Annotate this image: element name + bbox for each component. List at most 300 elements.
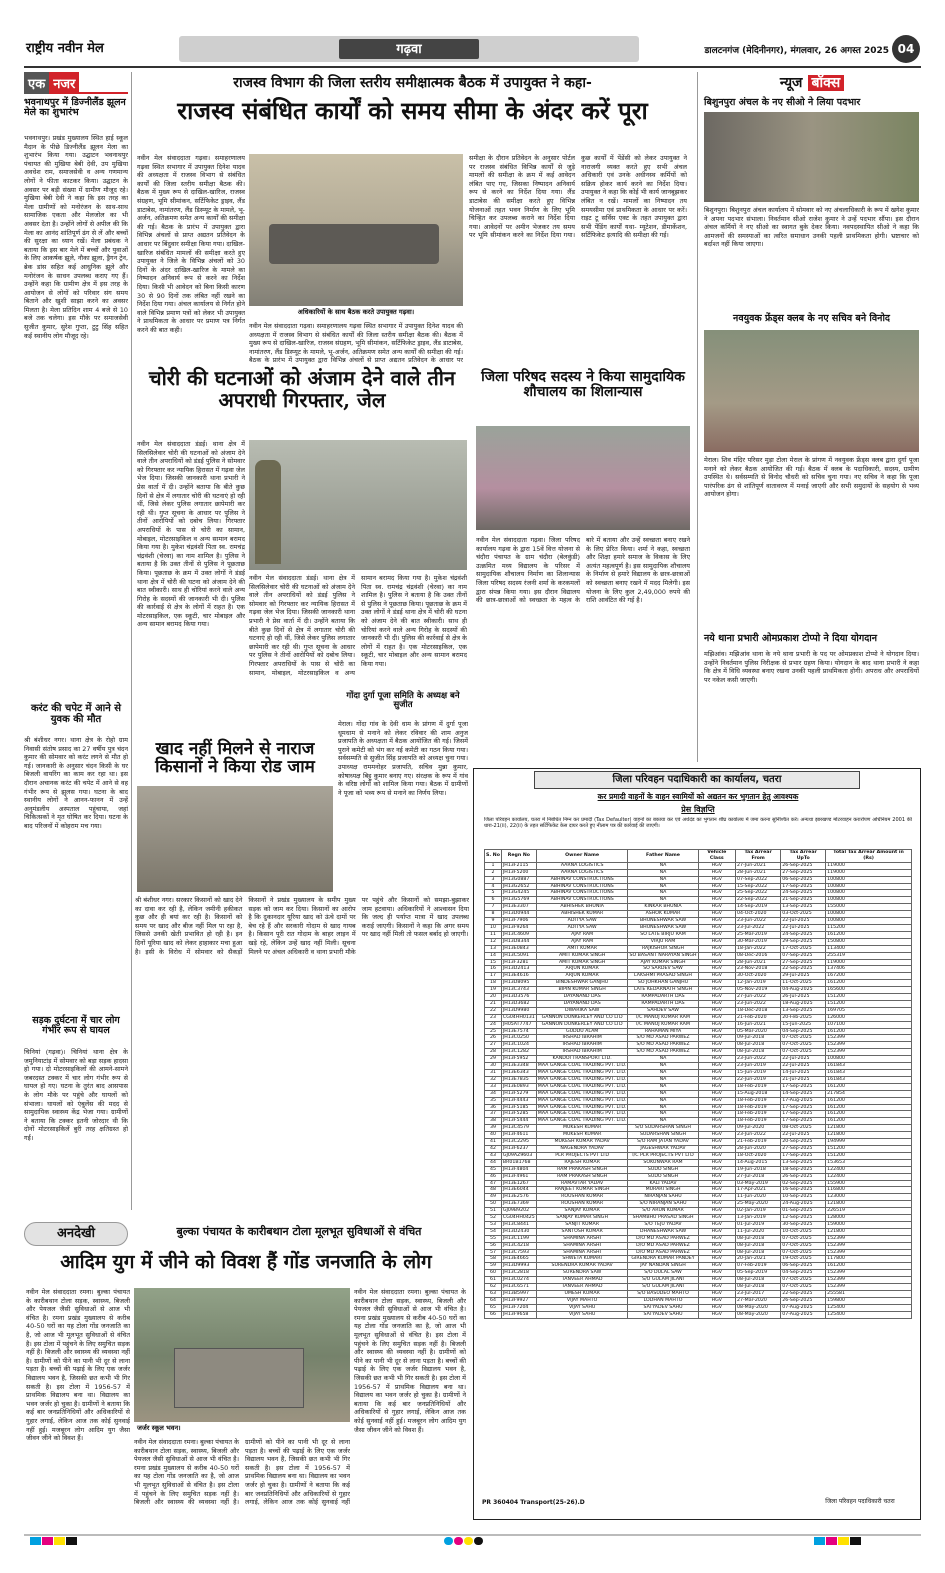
table-cell: HGV xyxy=(698,1090,735,1097)
ek-nazar-story2-body: श्री बंशीधर नगर। थाना क्षेत्र के रोहो ग्राम निवासी संतोष प्रसाद का 27 वर्षीय पुत्र चंदन कुमार की सोमवार को करंट लगने से मौत हो गई। जानकारी के अनुसार चंदन किसी के घर बिजली वायरिंग का काम कर रहा था। इस दौरान अचानक करंट की चपेट में आने से वह गंभीर रूप से झुलस गया। घटना के बाद स्थानीय लोगों ने आनन-फानन में उन्हें अनुमंडलीय अस्पताल पहुंचाया, जहां चिकित्सकों ने मृत घोषित कर दिया। घटना के बाद परिजनों में कोहराम मच गया। xyxy=(24,736,128,830)
table-row xyxy=(485,918,912,925)
table-cell: HGV xyxy=(698,1049,735,1056)
table-cell: GJ09AZ9603 xyxy=(501,1152,536,1159)
table-cell: ABHINAV CONSTRUCTIONS xyxy=(536,897,628,904)
table-cell: KANDOI TRANSPORT LTD. xyxy=(536,1056,628,1063)
table-cell: 23-Jul-2017 xyxy=(736,1291,781,1298)
table-cell: JH13F4443 xyxy=(501,1097,536,1104)
table-cell: 21-Feb-2020 xyxy=(736,1014,781,1021)
table-cell: 125400 xyxy=(826,1304,912,1311)
table-cell: HGV xyxy=(698,1277,735,1284)
table-cell: SAHDEV SAW xyxy=(628,1007,698,1014)
table-cell: S/O TEJU YADAV xyxy=(628,1221,698,1228)
table-row xyxy=(485,1215,912,1222)
table-cell: 24-Aug-2025 xyxy=(781,1201,826,1208)
table-cell: 161200 xyxy=(826,1097,912,1104)
tax-table-header xyxy=(485,850,912,863)
table-cell: 119000 xyxy=(826,862,912,869)
table-cell: 13-Sep-2025 xyxy=(781,1159,826,1166)
table-cell: GANNON DUNKERLEY AND CO LTD xyxy=(536,1021,628,1028)
table-cell: 17-Sep-2025 xyxy=(781,1152,826,1159)
table-cell: MAA GANGE COAL TRADING PVT. LTD. xyxy=(537,1090,627,1096)
table-cell: NA xyxy=(628,1118,698,1125)
table-cell: 35 xyxy=(485,1097,502,1104)
table-row xyxy=(485,1145,912,1152)
table-cell: 07-Oct-2025 xyxy=(781,1235,826,1242)
table-row xyxy=(485,1256,912,1263)
table-cell: 22-Jul-2025 xyxy=(781,924,826,931)
table-cell: HGV xyxy=(698,1104,735,1111)
table-cell: 08-Oct-2025 xyxy=(781,1125,826,1132)
table-cell: HGV xyxy=(698,1297,735,1304)
table-cell: 255581 xyxy=(826,1291,912,1298)
table-cell: NA xyxy=(628,1090,698,1097)
table-cell: SANJIT KUMAR xyxy=(536,1221,628,1228)
table-cell: 39 xyxy=(485,1125,502,1132)
table-row xyxy=(485,1118,912,1125)
table-cell: HGV xyxy=(698,994,735,1001)
table-cell: HGV xyxy=(698,1000,735,1007)
table-cell: HGV xyxy=(698,1014,735,1021)
table-cell: JH05AT7747 xyxy=(501,1021,536,1028)
table-cell: 19-Jun-2018 xyxy=(736,1166,781,1173)
notice-footer-code: PR 360404 Transport(25-26).D xyxy=(482,1499,585,1506)
table-cell: NA xyxy=(628,876,698,883)
toilet-story xyxy=(474,368,692,686)
table-cell: 66 xyxy=(485,1311,502,1318)
table-cell: 21-Sep-2025 xyxy=(781,897,826,904)
table-cell: HGV xyxy=(698,924,735,931)
toilet-headline: जिला परिषद सदस्य ने किया सामुदायिक शौचालय का शिलान्यास xyxy=(481,369,685,401)
table-cell: 34 xyxy=(485,1090,502,1097)
table-cell: 165600 xyxy=(826,987,912,994)
tax-table-col-header: Tax Arrear UpTo xyxy=(781,850,826,863)
table-cell: TANVEER AHMAD xyxy=(536,1284,628,1291)
table-cell: JH13E4665 xyxy=(501,1256,536,1263)
table-cell: SUDO SINGH xyxy=(628,1173,698,1180)
table-cell: 04-Sep-2025 xyxy=(781,1028,826,1035)
lead-story xyxy=(135,72,690,362)
table-cell: 155000 xyxy=(826,904,912,911)
table-cell: DHANESHWAR SAW xyxy=(628,1228,698,1235)
andekhi-story xyxy=(24,1222,468,1516)
table-cell: 116800 xyxy=(826,1187,912,1194)
table-cell: VIRJU RAM xyxy=(628,938,698,945)
table-row xyxy=(485,1076,912,1083)
table-cell: HGV xyxy=(698,869,735,876)
table-cell: VIJAY SAHU xyxy=(536,1311,628,1318)
table-cell: NA xyxy=(628,1111,698,1118)
table-cell: 07-Aug-2025 xyxy=(781,1304,826,1311)
table-cell: UMESH KUMAR xyxy=(536,1291,628,1298)
table-cell: GIRENDRA KUMAR PANDEY xyxy=(628,1256,698,1263)
table-cell: JH13G0887 xyxy=(501,876,536,883)
table-row xyxy=(485,1104,912,1111)
table-cell: 17-Oct-2025 xyxy=(781,945,826,952)
table-cell: S/O BASUDEO MAHTO xyxy=(628,1291,698,1298)
table-cell: 27-Jun-2022 xyxy=(736,994,781,1001)
table-cell: 07-Oct-2025 xyxy=(781,1284,826,1291)
table-cell: 13-Sep-2025 xyxy=(781,1007,826,1014)
table-row xyxy=(485,911,912,918)
tax-table-col-header: Father Name xyxy=(628,850,698,863)
table-cell: SO SARDEV SAW xyxy=(628,966,698,973)
table-cell: SOKUNWAR RAM xyxy=(628,1159,698,1166)
andekhi-label: अनदेखी xyxy=(24,1222,128,1246)
table-cell: S/O ARUN KUMAR xyxy=(628,1208,698,1215)
table-cell: NA xyxy=(628,1056,698,1063)
table-cell: 20-Sep-2025 xyxy=(781,1139,826,1146)
lead-kicker: राजस्व विभाग की जिला स्तरीय समीक्षात्मक बैठक में उपायुक्त ने कहा- xyxy=(233,75,592,91)
khad-body: श्री बंशीधर नगर। सरकार किसानों को खाद देने का दावा कर रही है, लेकिन जमीनी हकीकत कुछ और ही बयां कर रही है। किसानों को समय पर खाद और बीज नहीं मिल पा रहा है, जिससे उनकी खेती प्रभावित हो रही है। इन दिनों यूरिया खाद को लेकर हाहाकार मचा हुआ है। इसी के विरोध में सोमवार को सैकड़ों किसानों ने प्रखंड मुख्यालय के समीप मुख्य सड़क को जाम कर दिया। किसानों का आरोप है कि दुकानदार यूरिया खाद को ऊंचे दामों पर बेच रहे हैं और सरकारी गोदाम से खाद गायब है। किसान पूरी रात गोदाम के बाहर लाइन में खड़े रहे, लेकिन उन्हें खाद नहीं मिली। सूचना मिलने पर अंचल अधिकारी व थाना प्रभारी मौके पर पहुंचे और किसानों को समझा-बुझाकर जाम हटवाया। अधिकारियों ने आश्वासन दिया कि जल्द ही पर्याप्त मात्रा में खाद उपलब्ध कराई जाएगी। किसानों ने कहा कि अगर समय पर खाद नहीं मिली तो फसल बर्बाद हो जाएगी। xyxy=(135,896,469,956)
table-cell: 161200 xyxy=(826,1083,912,1090)
ek-nazar-story3-headline: सड़क दुर्घटना में चार लोग गंभीर रूप से घायल xyxy=(32,1015,120,1037)
table-cell: SUDARSHAN SINGH xyxy=(628,1132,698,1139)
table-cell: 07-Feb-2019 xyxy=(736,1263,781,1270)
table-cell: 12-Sep-2025 xyxy=(781,1215,826,1222)
table-cell: HGV xyxy=(698,1256,735,1263)
table-cell: HGV xyxy=(698,1028,735,1035)
table-cell: SANJAY KUMAR xyxy=(536,1208,628,1215)
table-cell: HGV xyxy=(698,980,735,987)
table-row xyxy=(485,1242,912,1249)
notice-office: जिला परिवहन पदाधिकारी का कार्यालय, चतरा xyxy=(534,771,860,789)
table-cell: 07-Sep-2025 xyxy=(781,952,826,959)
table-cell: 151200 xyxy=(826,1000,912,1007)
table-cell: 151200 xyxy=(826,1145,912,1152)
table-cell: 23-Jun-2022 xyxy=(736,1056,781,1063)
table-cell: 155900 xyxy=(826,1180,912,1187)
table-cell: JH13C4609 xyxy=(501,931,536,938)
table-cell: 22-Jul-2025 xyxy=(781,1056,826,1063)
table-cell: 08-Jul-2018 xyxy=(736,1242,781,1249)
table-cell: 18-Sep-2025 xyxy=(781,1166,826,1173)
table-cell: 13-Jan-2019 xyxy=(736,1215,781,1222)
table-row xyxy=(485,1208,912,1215)
ek-nazar-story1-body: भवनाथपुर। प्रखंड मुख्यालय स्थित हाई स्कूल मैदान के पीछे डिज्नीलैंड झूलन मेला का शुभारंभ किया गया। उद्घाटन भवनाथपुर पंचायत की मुखिया बेबी देवी, उप मुखिया अवधेश राम, समाजसेवी व अन्य गणमान्य लोगों ने फीता काटकर किया। उद्घाटन के अवसर पर बड़ी संख्या में ग्रामीण मौजूद रहे। मुखिया बेबी देवी ने कहा कि इस तरह का मेला ग्रामीणों को मनोरंजन के साथ-साथ सामाजिक एकता और मेलजोल का भी अवसर देता है। उन्होंने लोगों से अपील की कि मेला का आनंद शांतिपूर्ण ढंग से लें और बच्चों की सुरक्षा का ध्यान रखें। मेला प्रबंधक ने बताया कि इस बार मेले में बच्चों और युवाओं के लिए आकर्षक झूले, नौका झूला, ड्रैगन ट्रेन, ब्रेक डांस सहित कई आधुनिक झूले और मनोरंजन के साधन उपलब्ध कराए गए हैं। उन्होंने कहा कि ग्रामीण क्षेत्र में इस तरह के आयोजन से लोगों को परिवार संग समय बिताने और खुशी साझा करने का अवसर मिलता है। मेला प्रतिदिन शाम 4 बजे से 10 बजे तक चलेगा। इस मौके पर समाजसेवी सुजीत कुमार, सुरेश गुप्ता, टुटु सिंह सहित कई स्थानीय लोग मौजूद रहे। xyxy=(24,134,128,340)
table-cell: JH13C7593 xyxy=(501,1249,536,1256)
table-cell: JH13D9993 xyxy=(501,1263,536,1270)
table-cell: NA xyxy=(628,869,698,876)
table-cell: 50 xyxy=(485,1201,502,1208)
table-cell: 22-Jul-2025 xyxy=(781,1132,826,1139)
table-cell: LATE KEDARNATH SINGH xyxy=(628,987,698,994)
table-row xyxy=(485,1083,912,1090)
table-row xyxy=(485,966,912,973)
table-cell: 08-Jul-2018 xyxy=(736,1049,781,1056)
table-cell: 16 xyxy=(485,966,502,973)
table-cell: 169705 xyxy=(826,1007,912,1014)
table-cell: 11-Jun-2020 xyxy=(736,1194,781,1201)
table-cell: 24 xyxy=(485,1021,502,1028)
table-cell: RAM PRAKASH SINGH xyxy=(536,1173,628,1180)
table-cell: 6 xyxy=(485,897,502,904)
table-cell: SATYADEV SAHU xyxy=(628,1304,698,1311)
dateline: डालटनगंज (मेदिनीनगर), मंगलवार, 26 अगस्त 2025 xyxy=(704,46,889,56)
table-cell: AJAY RAM xyxy=(536,938,628,945)
table-cell: MUKESH KUMAR YADAV xyxy=(536,1139,628,1146)
table-cell: ARJUN KUMAR xyxy=(536,973,628,980)
news-box-story1-headline: बिशुनपुरा अंचल के नए सीओ ने लिया पदभार xyxy=(704,97,861,108)
table-cell: S/O MD ASAD PARWEZ xyxy=(628,1035,698,1042)
table-cell: 07-Oct-2025 xyxy=(781,1249,826,1256)
table-cell: NA xyxy=(628,1083,698,1090)
table-cell: HGV xyxy=(698,897,735,904)
table-cell: JH13C0250 xyxy=(501,1035,536,1042)
table-cell: 20-Feb-2025 xyxy=(781,1014,826,1021)
table-cell: 20-Jan-2021 xyxy=(736,1256,781,1263)
table-cell: 60 xyxy=(485,1270,502,1277)
tax-table-col-header: Total Tax Arrear Amount in (Rs) xyxy=(826,850,912,863)
table-cell: 07-Oct-2025 xyxy=(781,1277,826,1284)
crime-photo xyxy=(249,440,467,570)
table-cell: 24-Sep-2025 xyxy=(781,931,826,938)
table-cell: 161200 xyxy=(826,1263,912,1270)
lead-body-left: नवीन मेल संवाददाता गढ़वा। समाहरणालय गढ़वा स्थित सभागार में उपायुक्त दिनेश यादव की अध्यक्षता में राजस्व विभाग से संबंधित कार्यों की जिला स्तरीय समीक्षा बैठक की। बैठक में मुख्य रूप से दाखिल-खारिज, राजस्व संग्रहण, भूमि सीमांकन, सर्टिफिकेट ड्राइव, लैंड डाटाबेस, नामांतरण, लैंड डिस्प्यूट के मामले, भू-अर्जन, अतिक्रमण समेत अन्य कार्यों की समीक्षा की गई। बैठक के प्रारंभ में उपायुक्त द्वारा विभिन्न अंचलों से प्राप्त अद्यतन प्रतिवेदन के आधार पर बिंदुवार समीक्षा किया गया। दाखिल-खारिज संबंधित मामलों की समीक्षा करते हुए उपायुक्त ने जिले के विभिन्न अंचलों को 30 दिनों के अंदर दाखिल-खारिज के मामले का निष्पादन अनिवार्य रूप से करने का निर्देश दिया। किसी भी आवेदन को बिना किसी कारण 30 से 90 दिनों तक लंबित नहीं रखने का निर्देश दिया गया। अंचल कार्यालय से निर्गत होने वाले विभिन्न प्रमाण पत्रों को लेकर भी उपायुक्त ने प्राथमिकता के आधार पर प्रमाण पत्र निर्गत करने की बात कही। xyxy=(137,154,245,334)
table-cell: HGV xyxy=(698,1291,735,1298)
lead-photo xyxy=(249,154,463,314)
table-cell: 121800 xyxy=(826,1125,912,1132)
table-cell: 28-Jun-2021 xyxy=(736,869,781,876)
table-row xyxy=(485,1291,912,1298)
table-cell: 9 xyxy=(485,918,502,925)
table-row xyxy=(485,1311,912,1318)
table-cell: 17-Sep-2025 xyxy=(781,1104,826,1111)
table-cell: 08-May-2020 xyxy=(736,1304,781,1311)
table-row xyxy=(485,1159,912,1166)
table-cell: 161200 xyxy=(826,1111,912,1118)
table-cell: HGV xyxy=(698,911,735,918)
table-cell: SHAMINA ARSHI xyxy=(536,1235,628,1242)
table-cell: 159800 xyxy=(826,1297,912,1304)
table-cell: 152399 xyxy=(826,1242,912,1249)
table-cell: 18-Dec-2018 xyxy=(736,1007,781,1014)
table-cell: JH13F5952 xyxy=(501,1056,536,1063)
table-cell: HGV xyxy=(698,966,735,973)
table-cell: 21-Feb-2019 xyxy=(736,1139,781,1146)
andekhi-photo-caption: जर्जर स्कूल भवन। xyxy=(134,1422,350,1434)
table-cell: MAA GANGE COAL TRADING PVT. LTD. xyxy=(537,1104,627,1110)
table-row xyxy=(485,862,912,869)
table-cell: JH13G5769 xyxy=(501,897,536,904)
table-cell: 161843 xyxy=(826,1063,912,1070)
table-cell: 07-Aug-2025 xyxy=(781,1311,826,1318)
table-row xyxy=(485,1056,912,1063)
table-cell: SURENDRA SAW xyxy=(536,1270,628,1277)
table-cell: 08-Jul-2018 xyxy=(736,1042,781,1049)
table-cell: JH13E7369 xyxy=(501,1201,536,1208)
table-cell: RAJKISHOR SINGH xyxy=(628,945,698,952)
table-cell: 153653 xyxy=(826,1159,912,1166)
table-row xyxy=(485,987,912,994)
table-cell: 19 xyxy=(485,987,502,994)
table-cell: ABHINAV CONSTRUCTIONS xyxy=(536,876,628,883)
table-cell: 46 xyxy=(485,1173,502,1180)
table-cell: 07-Oct-2025 xyxy=(781,1042,826,1049)
table-cell: ABHISHEK KUMAR xyxy=(536,911,628,918)
table-cell: 3 xyxy=(485,876,502,883)
table-cell: HGV xyxy=(698,1159,735,1166)
ek-nazar-story1-headline: भवनाथपुर में डिज्नीलैंड झूलन मेले का शुभारंभ xyxy=(24,97,126,119)
footer-color-bar xyxy=(24,1530,921,1540)
table-cell: D/O MD ASAD PARWEZ xyxy=(628,1242,698,1249)
table-cell: JH13F3281 xyxy=(501,959,536,966)
table-cell: NA xyxy=(628,897,698,904)
table-cell: 17-Sep-2025 xyxy=(781,1083,826,1090)
table-row xyxy=(485,1180,912,1187)
table-cell: HGV xyxy=(698,1042,735,1049)
table-cell: BHUNESHWAR SAW xyxy=(628,924,698,931)
table-cell: JH13E1267 xyxy=(501,1180,536,1187)
news-box-story2-headline: नवयुवक फ्रेंड्स क्लब के नए सचिव बने विनोद xyxy=(733,313,890,324)
table-cell: 117800 xyxy=(826,1256,912,1263)
table-cell: 121800 xyxy=(826,1201,912,1208)
table-cell: JH13C8441 xyxy=(501,1221,536,1228)
table-cell: ROUSHAN KUMAR xyxy=(536,1194,628,1201)
table-cell: NA xyxy=(628,890,698,897)
table-cell: 27-Sep-2025 xyxy=(781,959,826,966)
table-cell: HGV xyxy=(698,1076,735,1083)
table-cell: 125400 xyxy=(826,1311,912,1318)
table-cell: 30 xyxy=(485,1063,502,1070)
column-rule-left xyxy=(131,72,132,1210)
table-cell: 28-Jun-2021 xyxy=(736,959,781,966)
table-cell: LAKSHMI PRASAD SINGH xyxy=(628,973,698,980)
table-cell: 121800 xyxy=(826,1228,912,1235)
table-cell: 137406 xyxy=(826,966,912,973)
table-cell: 100800 xyxy=(826,918,912,925)
table-cell: 51 xyxy=(485,1208,502,1215)
table-cell: 11-Oct-2025 xyxy=(781,980,826,987)
toilet-photo xyxy=(476,426,690,530)
table-cell: HGV xyxy=(698,1201,735,1208)
table-cell: SATYADEV SAHU xyxy=(628,1311,698,1318)
table-cell: GJ09B9202 xyxy=(501,1208,536,1215)
table-cell: 15-Jun-2019 xyxy=(736,1070,781,1077)
news-box-story2-body: मेराल। शिव मंदिर परिसर मुड़ा टोला मेराल के प्रांगण में नवयुवक फ्रेंड्स क्लब द्वारा दुर्गा पूजा मनाने को लेकर बैठक आयोजित की गई। बैठक में क्लब के पदाधिकारी, सदस्य, ग्रामीण उपस्थित थे। सर्वसम्मति से विनोद चौधरी को सचिव चुना गया। नए सचिव ने कहा कि पूजा पारंपरिक ढंग से शांतिपूर्ण वातावरण में मनाई जाएगी और सभी समुदायों के सहयोग से भव्य आयोजन होगा। xyxy=(704,456,919,499)
table-cell: 42 xyxy=(485,1145,502,1152)
table-cell: 08-Jul-2018 xyxy=(736,1277,781,1284)
table-cell: JH13C4579 xyxy=(501,1125,536,1132)
table-cell: JH13C1199 xyxy=(501,1235,536,1242)
table-cell: JH13F9264 xyxy=(501,924,536,931)
table-cell: HGV xyxy=(698,1166,735,1173)
table-cell: 12 xyxy=(485,938,502,945)
table-cell: JH13E2576 xyxy=(501,1194,536,1201)
table-cell: 05-Mar-2020 xyxy=(736,1028,781,1035)
table-cell: 29-Jul-2025 xyxy=(781,973,826,980)
table-row xyxy=(485,1304,912,1311)
table-row xyxy=(485,1035,912,1042)
table-cell: CG04HH0131 xyxy=(502,1014,535,1020)
table-cell: 161200 xyxy=(826,931,912,938)
table-row xyxy=(485,1284,912,1291)
table-cell: JH13E6343 xyxy=(501,1070,536,1077)
table-cell: 10-Oct-2025 xyxy=(781,1228,826,1235)
table-cell: 100800 xyxy=(826,1056,912,1063)
table-cell: JAY NANDAN SINGH xyxy=(628,1263,698,1270)
school-building-shape xyxy=(174,1348,304,1408)
table-cell: HGV xyxy=(698,1311,735,1318)
table-cell: 08-Jul-2018 xyxy=(736,1284,781,1291)
table-cell: 18 xyxy=(485,980,502,987)
table-cell: 45 xyxy=(485,1166,502,1173)
table-cell: 06-Sep-2025 xyxy=(781,876,826,883)
news-box-label xyxy=(742,72,882,94)
news-box-story3-headline: नये थाना प्रभारी ओमप्रकाश टोप्पो ने दिया योगदान xyxy=(704,633,877,644)
table-cell: S/O GULAM JILANI xyxy=(628,1277,698,1284)
table-cell: 15-Jun-2025 xyxy=(781,1021,826,1028)
table-row xyxy=(485,1000,912,1007)
table-cell: 53 xyxy=(485,1221,502,1228)
table-cell: AMIT KUMAR SINGH xyxy=(536,952,628,959)
table-cell: 31 xyxy=(485,1070,502,1077)
table-cell: 122400 xyxy=(826,1166,912,1173)
table-cell: 43 xyxy=(485,1152,502,1159)
notice-signature: जिला परिवहन पदाधिकारी चतरा xyxy=(825,1498,895,1505)
table-cell: RAMPADARTH DAS xyxy=(628,1000,698,1007)
table-cell: 17-Sep-2025 xyxy=(781,883,826,890)
tax-table-col-header: Tax Arrear From xyxy=(736,850,781,863)
table-row xyxy=(485,938,912,945)
table-cell: IRSHAD IBRAHIM xyxy=(536,1042,628,1049)
table-cell: HGV xyxy=(698,1263,735,1270)
table-cell: 55 xyxy=(485,1235,502,1242)
table-cell: 26-Sep-2025 xyxy=(781,1173,826,1180)
table-cell: 23-Jun-2022 xyxy=(736,918,781,925)
table-cell: JH13E3348 xyxy=(501,1063,536,1070)
table-row xyxy=(485,994,912,1001)
table-cell: 152399 xyxy=(826,1035,912,1042)
table-cell: 41 xyxy=(485,1139,502,1146)
table-cell: 113400 xyxy=(826,945,912,952)
table-cell: SO JOHKHAN GANJHU xyxy=(628,980,698,987)
table-cell: JH13F5200 xyxy=(501,869,536,876)
table-cell: JH13E6044 xyxy=(501,1187,536,1194)
table-cell: HGV xyxy=(698,1070,735,1077)
table-cell: 22-Sep-2025 xyxy=(781,1291,826,1298)
table-cell: NA xyxy=(628,862,698,869)
table-cell: 14-Sep-2025 xyxy=(781,1090,826,1097)
table-cell: 194999 xyxy=(826,1139,912,1146)
lead-photo-caption: अधिकारियों के साथ बैठक करते उपायुक्त गढ़वा। xyxy=(249,306,463,318)
table-row xyxy=(485,1173,912,1180)
masthead xyxy=(24,34,921,64)
table-row xyxy=(485,952,912,959)
table-row xyxy=(485,1090,912,1097)
table-cell: 18-Feb-2019 xyxy=(736,1111,781,1118)
masthead-rule xyxy=(24,66,921,68)
table-cell: 08-Jul-2018 xyxy=(736,1235,781,1242)
table-cell: MURARI SINGH xyxy=(628,1187,698,1194)
table-cell: HGV xyxy=(698,1194,735,1201)
table-cell: HGV xyxy=(698,1270,735,1277)
table-cell: 54 xyxy=(485,1228,502,1235)
table-cell: 52 xyxy=(485,1215,502,1222)
table-row xyxy=(485,1070,912,1077)
table-cell: 23-Jun-2022 xyxy=(736,1132,781,1139)
police-figure xyxy=(255,460,281,564)
table-cell: DWARIKA SAW xyxy=(536,1007,628,1014)
table-cell: 13-Sep-2025 xyxy=(781,904,826,911)
table-cell: LODHAN MAHTO xyxy=(628,1297,698,1304)
table-cell: JH13C3743 xyxy=(501,987,536,994)
table-cell: HGV xyxy=(698,1152,735,1159)
table-cell: 167200 xyxy=(826,973,912,980)
table-cell: JH13E7574 xyxy=(501,1028,536,1035)
andekhi-kicker: बुल्का पंचायत के कारीबथान टोला मूलभूत सुविधाओं से वंचित xyxy=(176,1225,422,1238)
table-row xyxy=(485,973,912,980)
